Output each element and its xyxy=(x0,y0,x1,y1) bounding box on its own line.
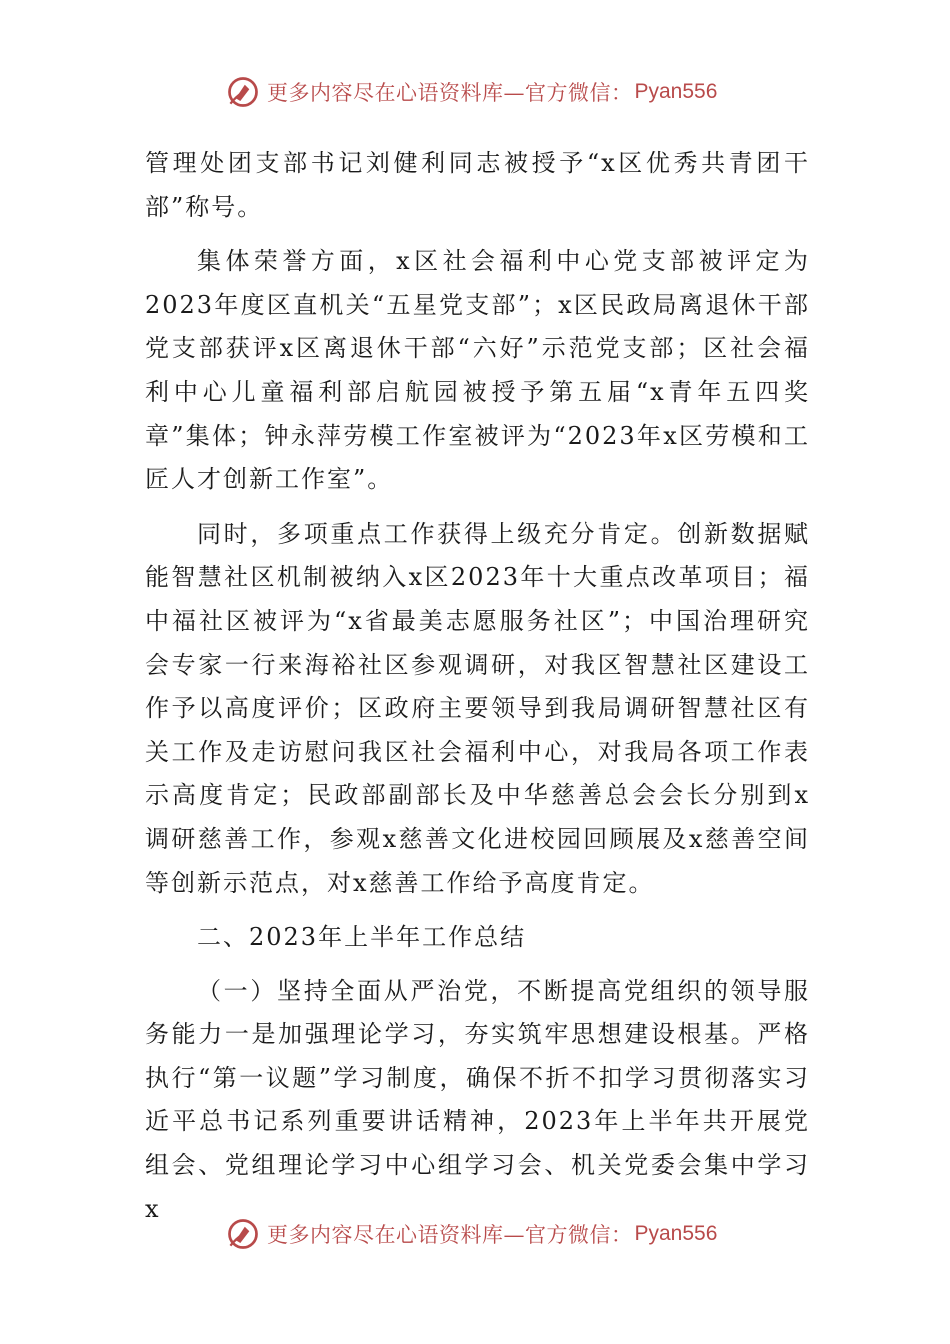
paragraph-party-building: （一）坚持全面从严治党，不断提高党组织的领导服务能力一是加强理论学习，夯实筑牢思想建设根基。严格执行“第一议题”学习制度，确保不折不扣学习贯彻落实习近平总书记系列重要讲话精神，2023年上半年共开展党组会、党组理论学习中心组学习会、机关党委会集中学习x xyxy=(145,976,810,1223)
wechat-id: Pyan556 xyxy=(634,1222,718,1245)
watermark-text: 更多内容尽在心语资料库—官方微信： xyxy=(267,81,633,105)
paragraph-key-work: 同时，多项重点工作获得上级充分肯定。创新数据赋能智慧社区机制被纳入x区2023年十大重点改革项目；福中福社区被评为“x省最美志愿服务社区”；中国治理研究会专家一行来海裕社区参观调研，对我区智慧社区建设工作予以高度评价；区政府主要领导到我局调研智慧社区有关工作及走访慰问我区社会福利中心，对我局各项工作表示高度肯定；民政部副部长及中华慈善总会会长分别到x调研慈善工作，参观x慈善文化进校园回顾展及x慈善空间等创新示范点，对x慈善工作给予高度肯定。 xyxy=(145,519,810,897)
watermark-text: 更多内容尽在心语资料库—官方微信： xyxy=(267,1223,633,1247)
paragraph-collective-honors: 集体荣誉方面，x区社会福利中心党支部被评定为2023年度区直机关“五星党支部”；x区民政局离退休干部党支部获评x区离退休干部“六好”示范党支部；区社会福利中心儿童福利部启航园被授予第五届“x青年五四奖章”集体；钟永萍劳模工作室被评为“2023年x区劳模和工匠人才创新工作室”。 xyxy=(145,247,810,494)
logo-icon xyxy=(225,74,261,110)
document-body xyxy=(145,142,810,1242)
section-heading: 二、2023年上半年工作总结 xyxy=(197,923,527,952)
watermark-banner-bottom xyxy=(225,1212,717,1256)
paragraph-continuation: 管理处团支部书记刘健利同志被授予“x区优秀共青团干部”称号。 xyxy=(145,149,810,221)
watermark-banner-top xyxy=(225,70,717,114)
wechat-id: Pyan556 xyxy=(634,80,718,103)
logo-icon xyxy=(225,1216,261,1252)
